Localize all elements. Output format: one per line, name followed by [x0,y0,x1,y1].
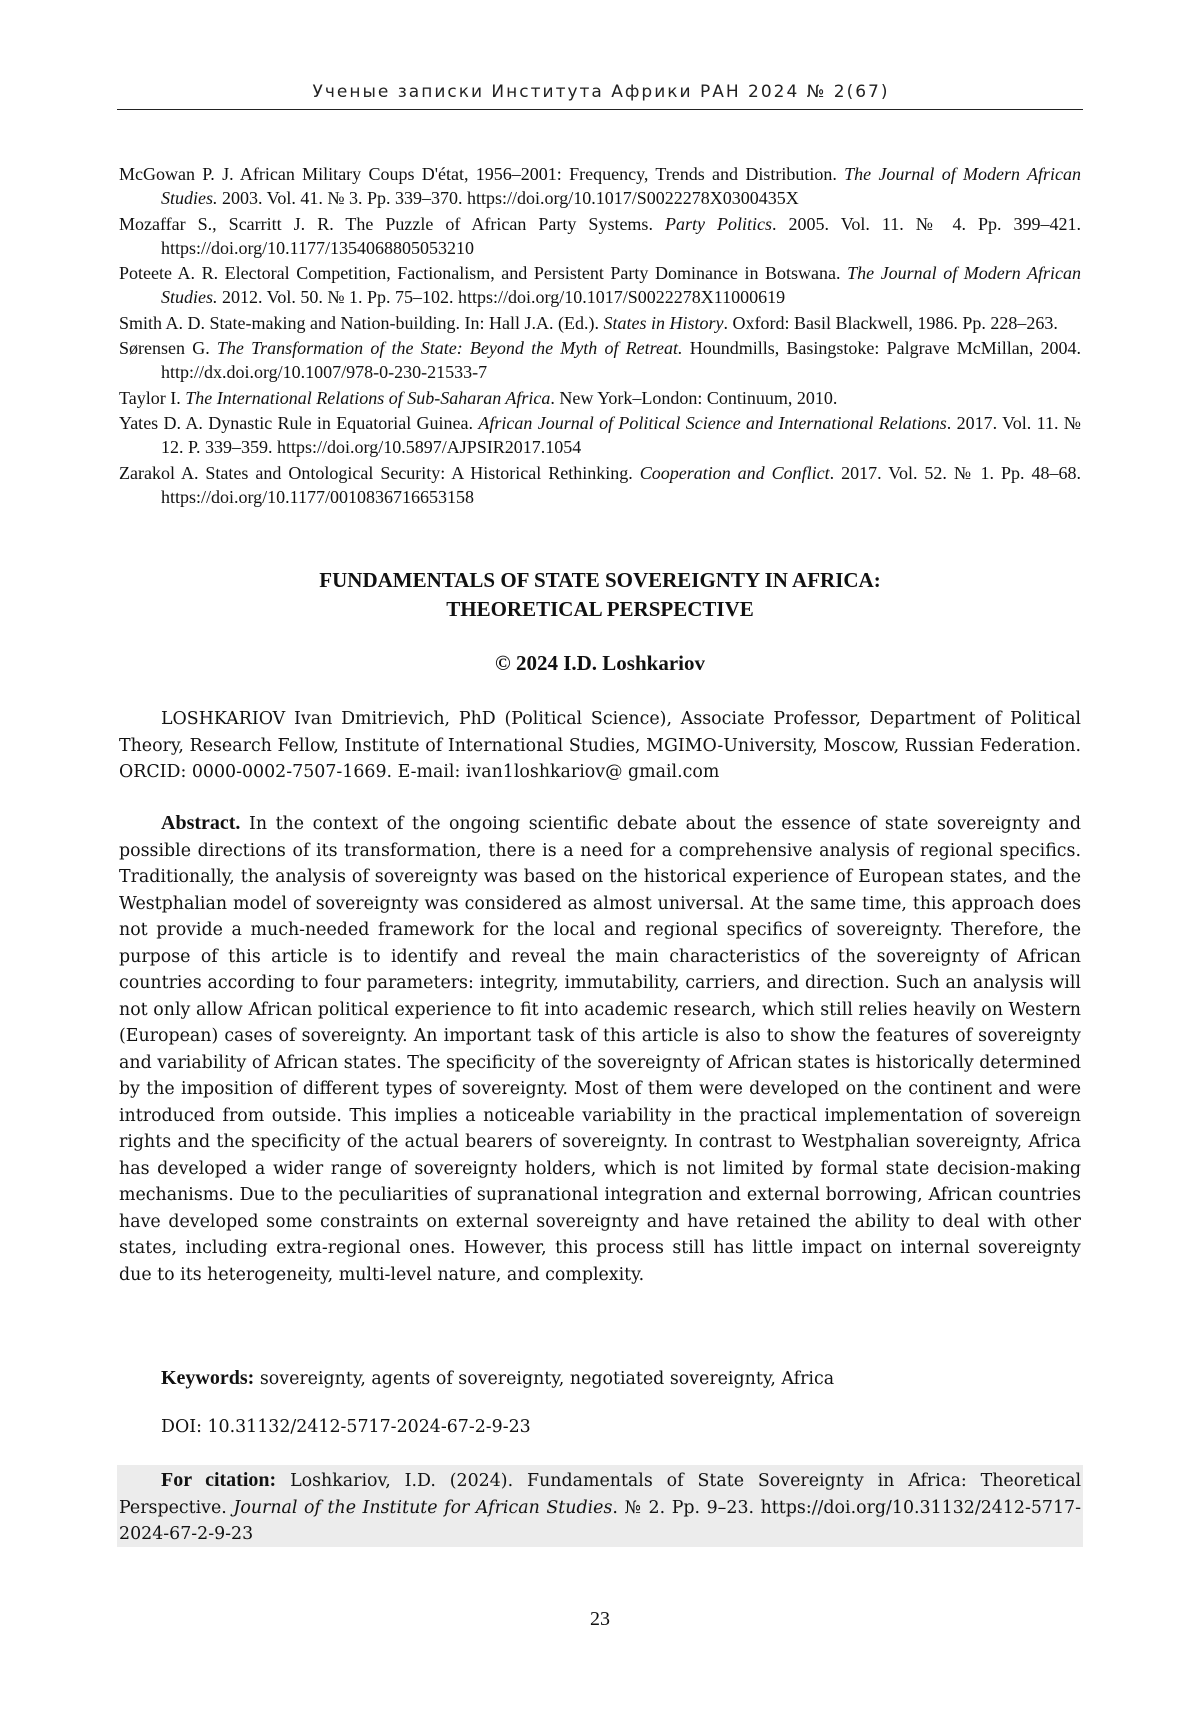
reference-list [119,162,1081,510]
reference-item: McGowan P. J. African Military Coups D'état, 1956–2001: Frequency, Trends and Distribution. The Journal of Modern African Studies. 2003. Vol. 41. № 3. Pp. 339–370. https://doi.org/10.1017/S0022278X0300435X [119,164,1081,208]
reference-item: Taylor I. The International Relations of Sub-Saharan Africa. New York–London: Continuum, 2010. [119,387,838,408]
abstract-text: In the context of the ongoing scientific debate about the essence of state sovereignty and possible directions of its transformation, there is a need for a comprehensive analysis of regional specifics. Traditionally, the analysis of sovereignty was based on the historical experience of European states, and the Westphalian model of sovereignty was considered as almost universal. At the same time, this approach does not provide a much-needed framework for the local and regional specifics of sovereignty. Therefore, the purpose of this article is to identify and reveal the main characteristics of the sovereignty of African countries according to four parameters: integrity, immutability, carriers, and direction. Such an analysis will not only allow African political experience to fit into academic research, which still relies heavily on Western (European) cases of sovereignty. An important task of this article is also to show the features of sovereignty and variability of African states. The specificity of the sovereignty of African states is historically determined by the imposition of different types of sovereignty. Most of them were developed on the continent and were introduced from outside. This implies a noticeable variability in the practical implementation of sovereign rights and the specificity of the actual bearers of sovereignty. In contrast to Westphalian sovereignty, Africa has developed a wider range of sovereignty holders, which is not limited by formal state decision-making mechanisms. Due to the peculiarities of supranational integration and external borrowing, African countries have developed some constraints on external sovereignty and have retained the ability to deal with other states, including extra-regional ones. However, this process still has little impact on internal sovereignty due to its heterogeneity, multi-level nature, and complexity. [119,814,1082,1285]
reference-item: Zarakol A. States and Ontological Security: A Historical Rethinking. Cooperation and Conflict. 2017. Vol. 52. № 1. Pp. 48–68. https://doi.org/10.1177/0010836716653158 [119,462,1081,507]
reference-item: Smith A. D. State-making and Nation-building. In: Hall J.A. (Ed.). States in History. Oxford: Basil Blackwell, 1986. Pp. 228–263. [119,312,1058,333]
citation-label: For citation: [161,1469,277,1491]
page-number: 23 [590,1608,610,1630]
article-title-line: THEORETICAL PERSPECTIVE [446,597,754,621]
keywords [161,1367,1081,1390]
citation: For citation: Loshkariov, I.D. (2024). Fundamentals of State Sovereignty in Africa: Theoretical Perspective. Journal of the Institute for African Studies. № 2. Pp. 9–23. https://doi.org/10.31132/2412-5717-2024-67-2-9-23 [119,1469,1082,1544]
reference-item: Mozaffar S., Scarritt J. R. The Puzzle of African Party Systems. Party Politics. 2005. Vol. 11. № 4. Pp. 399–421. https://doi.org/10.1177/1354068805053210 [119,213,1082,258]
author-info: LOSHKARIOV Ivan Dmitrievich, PhD (Political Science), Associate Professor, Department of Political Theory, Research Fellow, Institute of International Studies, MGIMO-University, Moscow, Russian Federation. ORCID: 0000-0002-7507-1669. E-mail: ivan1loshkariov@ gmail.com [119,709,1081,782]
article-title [119,566,1081,624]
article-title-line: FUNDAMENTALS OF STATE SOVEREIGNTY IN AFRICA: [319,568,881,592]
reference-item: Sørensen G. The Transformation of the State: Beyond the Myth of Retreat. Houndmills, Basingstoke: Palgrave McMillan, 2004. http://dx.doi.org/10.1007/978-0-230-21533-7 [119,338,1081,382]
copyright-line: © 2024 I.D. Loshkariov [495,651,705,675]
abstract-label: Abstract. [161,812,241,834]
running-header: Ученые записки Института Африки РАН 2024 № 2(67) [312,82,890,102]
reference-item: Yates D. A. Dynastic Rule in Equatorial Guinea. African Journal of Political Science and International Relations. 2017. Vol. 11. № 12. P. 339–359. https://doi.org/10.5897/AJPSIR2017.1054 [119,413,1081,457]
header-rule [117,109,1083,110]
abstract [119,810,1081,1288]
reference-item: Poteete A. R. Electoral Competition, Factionalism, and Persistent Party Dominance in Botswana. The Journal of Modern African Studies. 2012. Vol. 50. № 1. Pp. 75–102. https://doi.org/10.1017/S0022278X11000619 [119,263,1081,307]
keywords-label: Keywords: [161,1367,255,1389]
keywords-text: sovereignty, agents of sovereignty, negotiated sovereignty, Africa [259,1369,835,1389]
doi-line: DOI: 10.31132/2412-5717-2024-67-2-9-23 [161,1417,531,1437]
